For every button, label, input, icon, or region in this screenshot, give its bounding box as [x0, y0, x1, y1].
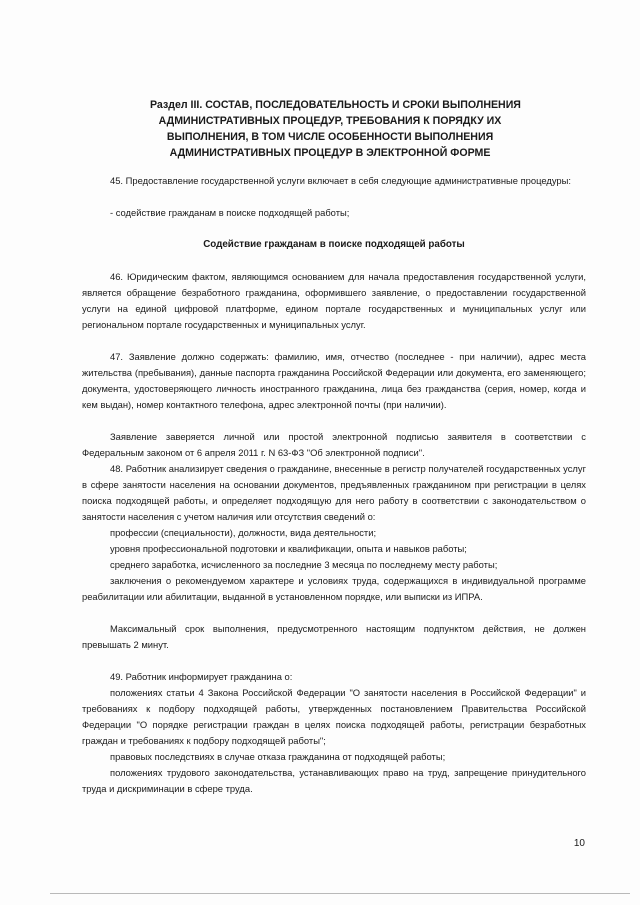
heading-line: АДМИНИСТРАТИВНЫХ ПРОЦЕДУР, ТРЕБОВАНИЯ К ПОРЯДКУ ИХ — [158, 115, 502, 127]
list-item: профессии (специальности), должности, вида деятельности; — [110, 527, 377, 538]
heading-line: АДМИНИСТРАТИВНЫХ ПРОЦЕДУР В ЭЛЕКТРОННОЙ ФОРМЕ — [169, 147, 491, 159]
subsection-heading: Содействие гражданам в поиске подходящей работы — [203, 239, 465, 250]
paragraph-49: 49. Работник информирует гражданина о: — [110, 671, 293, 682]
page-number: 10 — [573, 838, 585, 849]
paragraph-47-signature: Заявление заверяется личной или простой электронной подписью заявителя в соответствии с Федеральным законом от 6 апреля 2011 г. N 63-ФЗ "Об электронной подписи". — [82, 431, 586, 458]
heading-line: Раздел III. СОСТАВ, ПОСЛЕДОВАТЕЛЬНОСТЬ И СРОКИ ВЫПОЛНЕНИЯ — [150, 99, 521, 111]
scan-edge-line — [50, 893, 630, 894]
paragraph-48: 48. Работник анализирует сведения о гражданине, внесенные в регистр получателей государственных услуг в сфере занятости населения на основании документов, предъявленных гражданином при регистрации в целях поиска подходящей работы, и определяет подходящую для него работу в соответствии с законодательством о занятости населения с учетом наличия или отсутствия сведений о: — [82, 463, 586, 522]
list-item: заключения о рекомендуемом характере и условиях труда, содержащихся в индивидуальной программе реабилитации или абилитации, выданной в установленном порядке, или выписки из ИПРА. — [82, 575, 586, 602]
paragraph-45: 45. Предоставление государственной услуги включает в себя следующие административные процедуры: — [110, 175, 571, 186]
list-item: уровня профессиональной подготовки и квалификации, опыта и навыков работы; — [110, 543, 467, 554]
section-heading — [150, 97, 521, 161]
document-body — [82, 173, 586, 797]
list-item: правовых последствиях в случае отказа гражданина от подходящей работы; — [110, 751, 446, 762]
heading-line: ВЫПОЛНЕНИЯ, В ТОМ ЧИСЛЕ ОСОБЕННОСТИ ВЫПОЛНЕНИЯ — [166, 131, 494, 143]
paragraph-46: 46. Юридическим фактом, являющимся основанием для начала предоставления государственной услуги, является обращение безработного гражданина, оформившего заявление, о предоставлении государственной услуги на единой цифровой платформе, едином портале государственных и муниципальных услуг или региональном портале государственных и муниципальных услуг. — [82, 271, 586, 330]
list-item: положениях трудового законодательства, устанавливающих право на труд, запрещение принудительного труда и дискриминации в сфере труда. — [82, 767, 586, 794]
list-item: среднего заработка, исчисленного за последние 3 месяца по последнему месту работы; — [110, 559, 498, 570]
list-item: положениях статьи 4 Закона Российской Федерации "О занятости населения в Российской Федерации" и требованиях к подбору подходящей работы, утвержденных постановлением Правительства Российской Федерации "О порядке регистрации граждан в целях поиска подходящей работы, регистрации безработных граждан и требованиях к подбору подходящей работы"; — [82, 687, 586, 746]
list-item: - содействие гражданам в поиске подходящей работы; — [110, 207, 350, 218]
paragraph-48-max-time: Максимальный срок выполнения, предусмотренного настоящим подпунктом действия, не должен превышать 2 минут. — [82, 623, 586, 650]
paragraph-47: 47. Заявление должно содержать: фамилию, имя, отчество (последнее - при наличии), адрес места жительства (пребывания), данные паспорта гражданина Российской Федерации или документа, его заменяющего; документа, удостоверяющего личность иностранного гражданина, лица без гражданства (серия, номер, когда и кем выдан), номер контактного телефона, адрес электронной почты (при наличии). — [82, 351, 586, 410]
